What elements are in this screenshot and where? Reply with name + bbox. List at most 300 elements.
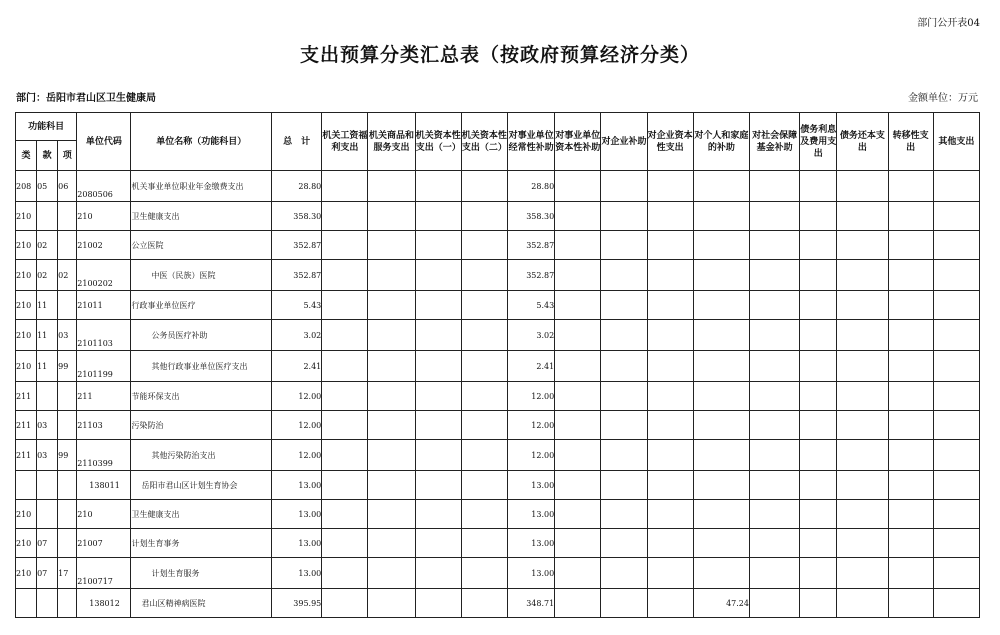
- cell-amount: [693, 382, 749, 411]
- cell-amount: [415, 202, 461, 231]
- cell-amount: [368, 231, 415, 260]
- cell-unit-name: 公立医院: [131, 231, 272, 260]
- cell-amount: [749, 558, 799, 589]
- cell-amount: [693, 500, 749, 529]
- cell-lei: 210: [16, 202, 37, 231]
- header-col: 债务利息及费用支出: [800, 113, 837, 171]
- cell-amount: [800, 440, 837, 471]
- cell-amount: [837, 558, 888, 589]
- header-func-subject: 功能科目: [16, 113, 77, 141]
- cell-lei: 210: [16, 351, 37, 382]
- cell-amount: [555, 320, 601, 351]
- cell-amount: [837, 440, 888, 471]
- cell-amount: [888, 382, 933, 411]
- cell-amount: [933, 471, 979, 500]
- table-row: [16, 320, 980, 351]
- cell-unit-code: 138011: [77, 471, 131, 500]
- cell-amount: [322, 382, 368, 411]
- cell-amount: [601, 558, 647, 589]
- cell-amount: [322, 411, 368, 440]
- cell-lei: 211: [16, 440, 37, 471]
- cell-amount: [601, 351, 647, 382]
- cell-unit-code: 21002: [77, 231, 131, 260]
- cell-amount: [322, 351, 368, 382]
- cell-amount: [933, 382, 979, 411]
- cell-amount: [601, 471, 647, 500]
- cell-unit-code: 21007: [77, 529, 131, 558]
- cell-amount: [322, 440, 368, 471]
- table-row: [16, 589, 980, 618]
- cell-amount: [647, 351, 693, 382]
- cell-total: 2.41: [272, 351, 322, 382]
- cell-amount: [415, 500, 461, 529]
- cell-amount: [461, 382, 507, 411]
- cell-amount: [322, 529, 368, 558]
- cell-amount: [601, 171, 647, 202]
- cell-lei: 210: [16, 320, 37, 351]
- table-row: [16, 471, 980, 500]
- cell-kuan: 11: [37, 291, 58, 320]
- cell-amount: [461, 231, 507, 260]
- cell-amount: [837, 351, 888, 382]
- cell-amount: [415, 558, 461, 589]
- cell-unit-name: 计划生育服务: [131, 558, 272, 589]
- header-unit-name: 单位名称（功能科目）: [131, 113, 272, 171]
- cell-amount: [647, 231, 693, 260]
- table-row: [16, 351, 980, 382]
- cell-amount: [888, 171, 933, 202]
- cell-amount: [368, 411, 415, 440]
- cell-total: 13.00: [272, 500, 322, 529]
- cell-amount: 5.43: [508, 291, 555, 320]
- cell-amount: [693, 411, 749, 440]
- table-row: [16, 558, 980, 589]
- cell-amount: [800, 320, 837, 351]
- cell-amount: [749, 171, 799, 202]
- cell-amount: [555, 291, 601, 320]
- cell-amount: [647, 440, 693, 471]
- cell-kuan: [37, 589, 58, 618]
- header-col: 机关资本性支出（一）: [415, 113, 461, 171]
- cell-amount: 352.87: [508, 231, 555, 260]
- cell-amount: [647, 291, 693, 320]
- cell-amount: 358.30: [508, 202, 555, 231]
- cell-amount: [647, 500, 693, 529]
- header-col: 机关资本性支出（二）: [461, 113, 507, 171]
- header-col: 转移性支出: [888, 113, 933, 171]
- header-unit-code: 单位代码: [77, 113, 131, 171]
- cell-amount: 28.80: [508, 171, 555, 202]
- cell-amount: [555, 382, 601, 411]
- cell-unit-name: 其他污染防治支出: [131, 440, 272, 471]
- cell-amount: [415, 529, 461, 558]
- cell-amount: [749, 589, 799, 618]
- cell-unit-name: 节能环保支出: [131, 382, 272, 411]
- cell-total: 5.43: [272, 291, 322, 320]
- cell-amount: [368, 382, 415, 411]
- cell-amount: [461, 291, 507, 320]
- cell-amount: [888, 411, 933, 440]
- cell-xiang: [58, 471, 77, 500]
- cell-amount: [647, 471, 693, 500]
- cell-amount: [601, 529, 647, 558]
- cell-unit-code: 210: [77, 202, 131, 231]
- cell-unit-name: 计划生育事务: [131, 529, 272, 558]
- cell-amount: [693, 291, 749, 320]
- cell-amount: [749, 202, 799, 231]
- header-col: 对个人和家庭的补助: [693, 113, 749, 171]
- cell-total: 395.95: [272, 589, 322, 618]
- cell-amount: [415, 440, 461, 471]
- cell-amount: 13.00: [508, 471, 555, 500]
- cell-amount: [800, 351, 837, 382]
- cell-amount: [601, 291, 647, 320]
- cell-amount: 13.00: [508, 529, 555, 558]
- cell-amount: [933, 351, 979, 382]
- cell-amount: [647, 382, 693, 411]
- cell-kuan: [37, 202, 58, 231]
- cell-total: 12.00: [272, 411, 322, 440]
- cell-amount: [933, 320, 979, 351]
- cell-amount: [693, 351, 749, 382]
- cell-amount: [368, 440, 415, 471]
- cell-unit-code: 21011: [77, 291, 131, 320]
- cell-amount: [555, 589, 601, 618]
- table-row: [16, 382, 980, 411]
- cell-amount: [322, 202, 368, 231]
- cell-amount: [888, 260, 933, 291]
- cell-unit-name: 岳阳市君山区计划生育协会: [131, 471, 272, 500]
- cell-lei: 208: [16, 171, 37, 202]
- cell-amount: [368, 558, 415, 589]
- cell-amount: 2.41: [508, 351, 555, 382]
- cell-xiang: [58, 231, 77, 260]
- cell-kuan: 02: [37, 260, 58, 291]
- table-row: [16, 171, 980, 202]
- table-row: [16, 231, 980, 260]
- budget-table-body: [16, 171, 980, 618]
- cell-amount: [693, 202, 749, 231]
- cell-amount: [461, 558, 507, 589]
- cell-amount: [368, 202, 415, 231]
- cell-amount: [888, 291, 933, 320]
- cell-amount: [693, 320, 749, 351]
- cell-amount: [601, 500, 647, 529]
- cell-unit-code: 138012: [77, 589, 131, 618]
- cell-amount: [837, 500, 888, 529]
- cell-amount: [601, 411, 647, 440]
- cell-amount: [933, 529, 979, 558]
- cell-amount: [837, 382, 888, 411]
- cell-amount: [837, 529, 888, 558]
- header-col: 对事业单位经常性补助: [508, 113, 555, 171]
- cell-kuan: 11: [37, 351, 58, 382]
- cell-total: 12.00: [272, 382, 322, 411]
- cell-amount: [837, 589, 888, 618]
- header-total: 总 计: [272, 113, 322, 171]
- cell-amount: [749, 260, 799, 291]
- cell-lei: 210: [16, 529, 37, 558]
- header-col: 对事业单位资本性补助: [555, 113, 601, 171]
- cell-amount: [888, 440, 933, 471]
- cell-amount: [749, 231, 799, 260]
- cell-amount: [555, 231, 601, 260]
- cell-amount: [415, 291, 461, 320]
- cell-total: 12.00: [272, 440, 322, 471]
- cell-xiang: 02: [58, 260, 77, 291]
- cell-amount: [322, 500, 368, 529]
- cell-amount: [555, 202, 601, 231]
- cell-amount: 13.00: [508, 558, 555, 589]
- cell-unit-name: 中医（民族）医院: [131, 260, 272, 291]
- cell-amount: [601, 440, 647, 471]
- cell-amount: [647, 589, 693, 618]
- cell-xiang: [58, 411, 77, 440]
- budget-table: [15, 112, 980, 618]
- cell-amount: [749, 382, 799, 411]
- cell-amount: [461, 320, 507, 351]
- cell-unit-code: 2100717: [77, 558, 131, 589]
- cell-xiang: 17: [58, 558, 77, 589]
- cell-amount: [415, 471, 461, 500]
- cell-amount: [749, 291, 799, 320]
- cell-unit-code: 2080506: [77, 171, 131, 202]
- cell-amount: [933, 260, 979, 291]
- cell-amount: [933, 202, 979, 231]
- cell-amount: [415, 411, 461, 440]
- cell-amount: 12.00: [508, 440, 555, 471]
- cell-amount: [749, 411, 799, 440]
- cell-unit-name: 卫生健康支出: [131, 500, 272, 529]
- cell-amount: [837, 411, 888, 440]
- cell-kuan: [37, 471, 58, 500]
- cell-amount: [888, 202, 933, 231]
- cell-amount: [647, 320, 693, 351]
- cell-amount: [693, 171, 749, 202]
- page-title: 支出预算分类汇总表（按政府预算经济分类）: [299, 44, 700, 66]
- cell-amount: [933, 440, 979, 471]
- cell-amount: [555, 411, 601, 440]
- cell-amount: [415, 351, 461, 382]
- cell-amount: [555, 500, 601, 529]
- cell-unit-name: 行政事业单位医疗: [131, 291, 272, 320]
- header-col: 对社会保障基金补助: [749, 113, 799, 171]
- cell-amount: [368, 260, 415, 291]
- cell-lei: 211: [16, 411, 37, 440]
- cell-unit-name: 机关事业单位职业年金缴费支出: [131, 171, 272, 202]
- cell-amount: [368, 320, 415, 351]
- header-col: 对企业补助: [601, 113, 647, 171]
- cell-lei: 210: [16, 260, 37, 291]
- cell-unit-code: 2101199: [77, 351, 131, 382]
- cell-amount: [601, 202, 647, 231]
- header-col: 机关商品和服务支出: [368, 113, 415, 171]
- cell-xiang: 03: [58, 320, 77, 351]
- cell-lei: 210: [16, 231, 37, 260]
- cell-unit-code: 2101103: [77, 320, 131, 351]
- cell-amount: [555, 351, 601, 382]
- cell-amount: [555, 558, 601, 589]
- cell-amount: [749, 440, 799, 471]
- cell-amount: [601, 231, 647, 260]
- cell-unit-code: 211: [77, 382, 131, 411]
- cell-amount: [368, 351, 415, 382]
- cell-amount: [322, 291, 368, 320]
- cell-amount: [322, 471, 368, 500]
- cell-kuan: 03: [37, 411, 58, 440]
- cell-total: 352.87: [272, 260, 322, 291]
- cell-kuan: 03: [37, 440, 58, 471]
- cell-amount: [461, 589, 507, 618]
- cell-amount: 348.71: [508, 589, 555, 618]
- cell-amount: [888, 320, 933, 351]
- cell-amount: [933, 558, 979, 589]
- cell-amount: [693, 231, 749, 260]
- cell-total: 13.00: [272, 471, 322, 500]
- cell-amount: [647, 260, 693, 291]
- cell-amount: [461, 351, 507, 382]
- cell-amount: [555, 440, 601, 471]
- cell-amount: [800, 202, 837, 231]
- cell-amount: [461, 202, 507, 231]
- cell-amount: [415, 171, 461, 202]
- cell-amount: [693, 529, 749, 558]
- cell-xiang: [58, 202, 77, 231]
- cell-kuan: 07: [37, 529, 58, 558]
- header-col: 对企业资本性支出: [647, 113, 693, 171]
- cell-amount: [888, 529, 933, 558]
- cell-amount: [555, 471, 601, 500]
- cell-xiang: [58, 382, 77, 411]
- cell-amount: [837, 471, 888, 500]
- cell-amount: [322, 171, 368, 202]
- cell-lei: [16, 471, 37, 500]
- cell-amount: [693, 260, 749, 291]
- cell-total: 13.00: [272, 529, 322, 558]
- cell-amount: [933, 171, 979, 202]
- cell-amount: [800, 589, 837, 618]
- header-kuan: 款: [37, 141, 58, 171]
- cell-amount: [800, 171, 837, 202]
- cell-amount: [461, 171, 507, 202]
- cell-amount: [837, 171, 888, 202]
- cell-amount: [800, 471, 837, 500]
- cell-xiang: [58, 500, 77, 529]
- table-row: [16, 411, 980, 440]
- cell-amount: [837, 320, 888, 351]
- cell-total: 13.00: [272, 558, 322, 589]
- cell-amount: [800, 500, 837, 529]
- cell-amount: [749, 351, 799, 382]
- cell-amount: [933, 411, 979, 440]
- cell-amount: [800, 529, 837, 558]
- header-lei: 类: [16, 141, 37, 171]
- cell-amount: [693, 440, 749, 471]
- header-col: 机关工资福利支出: [322, 113, 368, 171]
- cell-unit-code: 21103: [77, 411, 131, 440]
- table-row: [16, 440, 980, 471]
- cell-amount: [800, 558, 837, 589]
- cell-amount: [749, 471, 799, 500]
- cell-amount: [749, 320, 799, 351]
- cell-amount: [601, 382, 647, 411]
- department-label: 部门：岳阳市君山区卫生健康局: [16, 93, 156, 104]
- cell-kuan: 02: [37, 231, 58, 260]
- cell-unit-name: 君山区精神病医院: [131, 589, 272, 618]
- cell-amount: [800, 411, 837, 440]
- cell-amount: [368, 500, 415, 529]
- cell-amount: [555, 529, 601, 558]
- cell-amount: [647, 529, 693, 558]
- cell-lei: 210: [16, 291, 37, 320]
- cell-kuan: [37, 382, 58, 411]
- cell-amount: 3.02: [508, 320, 555, 351]
- cell-kuan: [37, 500, 58, 529]
- cell-xiang: [58, 529, 77, 558]
- cell-amount: [888, 589, 933, 618]
- cell-amount: [888, 558, 933, 589]
- cell-total: 358.30: [272, 202, 322, 231]
- cell-lei: 211: [16, 382, 37, 411]
- cell-amount: 13.00: [508, 500, 555, 529]
- cell-amount: [693, 558, 749, 589]
- cell-amount: [461, 440, 507, 471]
- cell-amount: [322, 558, 368, 589]
- cell-amount: [888, 351, 933, 382]
- cell-unit-name: 其他行政事业单位医疗支出: [131, 351, 272, 382]
- cell-amount: [601, 589, 647, 618]
- cell-amount: [800, 291, 837, 320]
- cell-amount: [322, 589, 368, 618]
- cell-unit-name: 污染防治: [131, 411, 272, 440]
- cell-amount: [461, 500, 507, 529]
- cell-amount: [555, 260, 601, 291]
- cell-xiang: 99: [58, 440, 77, 471]
- cell-amount: [800, 231, 837, 260]
- cell-amount: [368, 291, 415, 320]
- cell-amount: [368, 589, 415, 618]
- cell-kuan: 07: [37, 558, 58, 589]
- cell-unit-code: 2100202: [77, 260, 131, 291]
- cell-amount: [415, 382, 461, 411]
- cell-amount: [647, 202, 693, 231]
- cell-amount: 12.00: [508, 411, 555, 440]
- cell-amount: [888, 471, 933, 500]
- cell-xiang: [58, 291, 77, 320]
- header-col: 债务还本支出: [837, 113, 888, 171]
- cell-amount: [837, 231, 888, 260]
- cell-kuan: 11: [37, 320, 58, 351]
- page-tag: 部门公开表04: [917, 18, 980, 29]
- cell-amount: [647, 558, 693, 589]
- cell-amount: [415, 320, 461, 351]
- cell-total: 3.02: [272, 320, 322, 351]
- cell-amount: [461, 471, 507, 500]
- cell-lei: 210: [16, 500, 37, 529]
- cell-amount: [647, 171, 693, 202]
- cell-amount: [933, 500, 979, 529]
- cell-kuan: 05: [37, 171, 58, 202]
- header-col: 其他支出: [933, 113, 979, 171]
- cell-amount: [749, 529, 799, 558]
- cell-amount: [601, 260, 647, 291]
- cell-lei: 210: [16, 558, 37, 589]
- cell-amount: [800, 382, 837, 411]
- table-row: [16, 291, 980, 320]
- cell-amount: [555, 171, 601, 202]
- cell-amount: [693, 471, 749, 500]
- cell-xiang: 99: [58, 351, 77, 382]
